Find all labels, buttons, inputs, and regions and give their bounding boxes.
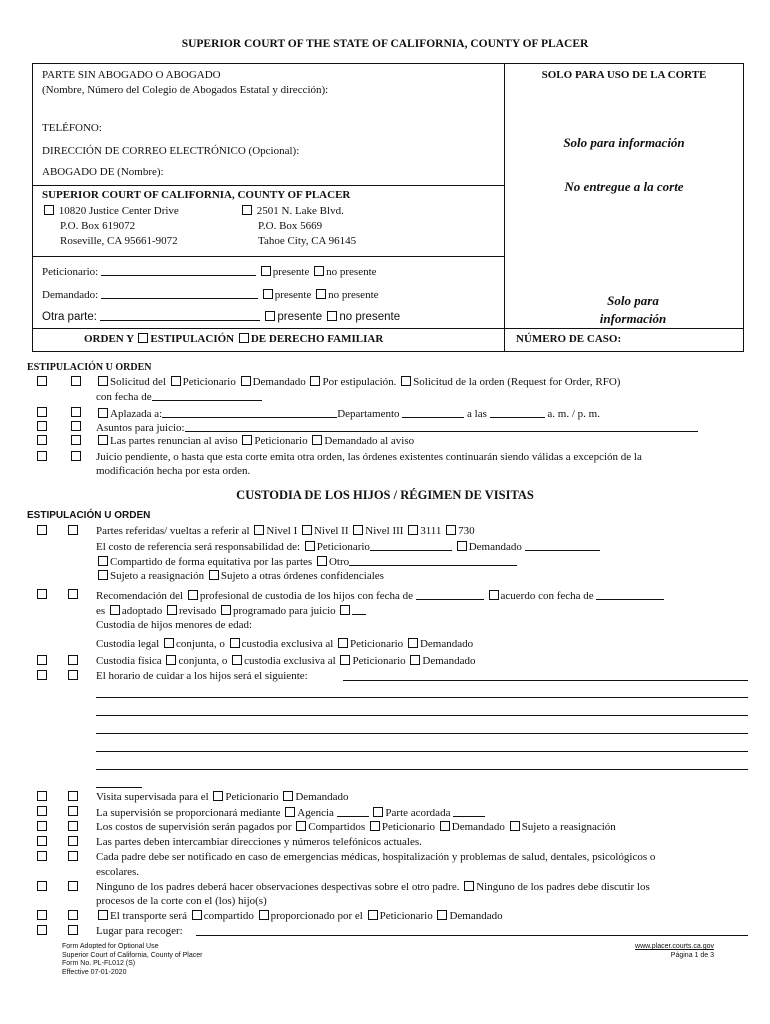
legal-respondent-checkbox[interactable] — [408, 638, 418, 648]
neither-text-3: procesos de la corte con el (los) hijo(s) — [96, 895, 267, 907]
transport-checkbox[interactable] — [98, 910, 108, 920]
dept-field[interactable] — [402, 407, 464, 418]
petitioner-not-present-checkbox[interactable] — [314, 266, 324, 276]
schedule-line-5[interactable] — [96, 769, 748, 770]
info-only-text-3: información — [599, 311, 667, 326]
page-title: SUPERIOR COURT OF THE STATE OF CALIFORNIA, COUNTY OF PLACER — [181, 38, 589, 50]
exchange-text: Las partes deben intercambiar direcciones y números telefónicos actuales. — [96, 836, 422, 848]
order-checkbox[interactable] — [68, 589, 78, 599]
schedule-line-2[interactable] — [96, 715, 748, 716]
pending-text-2: modificación hecha por esta orden. — [96, 465, 251, 477]
referral-row: Partes referidas/ vueltas a referir al Nivel I Nivel II Nivel III 3111 730 — [96, 525, 475, 537]
roseville-checkbox[interactable] — [44, 205, 54, 215]
respondent-row: Demandado: presente no presente — [42, 289, 379, 301]
stip-order-checkboxes-2 — [35, 407, 83, 419]
notify-text-2: escolares. — [96, 866, 140, 878]
waive-respondent-checkbox[interactable] — [312, 435, 322, 445]
order-checkbox[interactable] — [68, 851, 78, 861]
court-title: SUPERIOR COURT OF CALIFORNIA, COUNTY OF PLACER — [42, 189, 351, 201]
phone-label: TELÉFONO: — [42, 122, 102, 134]
confidential-checkbox[interactable] — [209, 570, 219, 580]
info-only-text: Solo para información — [563, 135, 685, 150]
custody-heading: CUSTODIA DE LOS HIJOS / RÉGIMEN DE VISITAS — [236, 488, 534, 502]
stip-checkbox[interactable] — [37, 925, 47, 935]
tahoe-checkbox[interactable] — [242, 205, 252, 215]
stip-checkbox[interactable] — [37, 376, 47, 386]
petitioner-present-checkbox[interactable] — [261, 266, 271, 276]
rfo-date-field[interactable] — [152, 390, 262, 401]
stip-order-checkboxes-14 — [35, 851, 80, 863]
order-checkbox[interactable] — [68, 910, 78, 920]
set-trial-checkbox[interactable] — [221, 605, 231, 615]
stip-order-checkboxes-11 — [35, 806, 80, 818]
pending-text: Juicio pendiente, o hasta que esta corte emita otra orden, las órdenes existentes continuarán siendo válidas a excepción de la — [96, 451, 642, 463]
adopted-row: es adoptado revisado programado para juicio — [96, 604, 366, 617]
time-field[interactable] — [490, 407, 545, 418]
other-party-name-field[interactable] — [100, 310, 260, 321]
transport-petitioner-checkbox[interactable] — [368, 910, 378, 920]
schedule-line-4[interactable] — [96, 751, 748, 752]
stip-order-checkboxes-4 — [35, 435, 83, 447]
request-checkbox[interactable] — [98, 376, 108, 386]
physical-respondent-checkbox[interactable] — [410, 655, 420, 665]
order-checkbox[interactable] — [71, 435, 81, 445]
transport-provided-checkbox[interactable] — [259, 910, 269, 920]
footer-left: Form Adopted for Optional Use Superior Court of California, County of Placer Form No. PL-FL012 (S) Effective 07-01-2020 — [62, 943, 203, 976]
pickup-field[interactable] — [196, 935, 748, 936]
level3-checkbox[interactable] — [353, 525, 363, 535]
stip-order-checkboxes-15 — [35, 881, 80, 893]
recommendation-checkbox[interactable] — [188, 590, 198, 600]
agreement-checkbox[interactable] — [489, 590, 499, 600]
shared-checkbox[interactable] — [98, 556, 108, 566]
order-checkbox[interactable] — [71, 407, 81, 417]
stip-order-checkboxes-7 — [35, 589, 80, 601]
order-checkbox[interactable] — [71, 451, 81, 461]
section-heading: ESTIPULACIÓN U ORDEN — [27, 362, 152, 373]
order-checkbox[interactable] — [68, 655, 78, 665]
do-not-file-text: No entregue a la corte — [564, 179, 684, 194]
trial-issues-field[interactable] — [185, 421, 698, 432]
attorney-for-label: ABOGADO DE (Nombre): — [42, 166, 164, 178]
stip-order-checkboxes-10 — [35, 791, 80, 803]
stip-order-checkboxes-5 — [35, 451, 83, 463]
code-3111-checkbox[interactable] — [408, 525, 418, 535]
order-checkbox[interactable] — [68, 791, 78, 801]
order-checkbox[interactable] — [68, 925, 78, 935]
request-respondent-checkbox[interactable] — [241, 376, 251, 386]
stip-checkbox[interactable] — [37, 791, 47, 801]
request-petitioner-checkbox[interactable] — [171, 376, 181, 386]
order-checkbox[interactable] — [68, 670, 78, 680]
supervised-respondent-checkbox[interactable] — [283, 791, 293, 801]
dated-row: con fecha de — [96, 390, 262, 403]
agency-field[interactable] — [337, 806, 369, 817]
agreed-party-checkbox[interactable] — [373, 807, 383, 817]
petitioner-name-field[interactable] — [101, 265, 256, 276]
agreement-date-field[interactable] — [596, 589, 664, 600]
recommendation-row: Recomendación del profesional de custodia de los hijos con fecha de acuerdo con fecha de — [96, 589, 664, 602]
costs-petitioner-checkbox[interactable] — [370, 821, 380, 831]
cost-respondent-field[interactable] — [525, 540, 600, 551]
stip-order-checkboxes-6 — [35, 525, 80, 537]
costs-respondent-checkbox[interactable] — [440, 821, 450, 831]
cost-respondent-checkbox[interactable] — [457, 541, 467, 551]
other-field[interactable] — [349, 555, 517, 566]
roseville-option[interactable]: 10820 Justice Center Drive P.O. Box 619072 Roseville, CA 95661-9072 — [42, 204, 179, 249]
order-checkbox[interactable] — [71, 376, 81, 386]
stip-checkbox[interactable] — [37, 435, 47, 445]
stip-checkbox[interactable] — [37, 655, 47, 665]
continued-row: Aplazada a: Departamento a las a. m. / p. m. — [96, 407, 600, 420]
physical-joint-checkbox[interactable] — [166, 655, 176, 665]
stip-order-checkboxes-1 — [35, 376, 83, 388]
stip-checkbox[interactable] — [37, 407, 47, 417]
cost-row: El costo de referencia será responsabilidad de: Peticionario Demandado — [96, 540, 600, 553]
supervised-petitioner-checkbox[interactable] — [213, 791, 223, 801]
legal-joint-checkbox[interactable] — [164, 638, 174, 648]
agreed-party-field[interactable] — [453, 806, 485, 817]
provided-row: La supervisión se proporcionará mediante Agencia Parte acordada — [96, 806, 485, 819]
recommendation-date-field[interactable] — [416, 589, 484, 600]
stip-order-checkboxes-17 — [35, 925, 80, 937]
stip-checkbox[interactable] — [37, 821, 47, 831]
case-number-label: NÚMERO DE CASO: — [516, 333, 622, 345]
schedule-line-3[interactable] — [96, 733, 748, 734]
no-discuss-checkbox[interactable] — [464, 881, 474, 891]
info-only-text-2: Solo para — [607, 293, 659, 308]
party-sublabel: (Nombre, Número del Colegio de Abogados Estatal y dirección): — [42, 84, 329, 96]
waive-row: Las partes renuncian al aviso Peticionario Demandado al aviso — [96, 435, 414, 447]
cost-petitioner-field[interactable] — [370, 540, 452, 551]
transport-row: El transporte será compartido proporcionado por el Peticionario Demandado — [96, 910, 503, 922]
stip-checkbox[interactable] — [37, 670, 47, 680]
order-checkbox[interactable] — [68, 836, 78, 846]
minors-label: Custodia de hijos menores de edad: — [96, 619, 253, 631]
stip-order-checkboxes-13 — [35, 836, 80, 848]
neither-row: Ninguno de los padres deberá hacer observaciones despectivas sobre el otro padre. Ninguno de los padres debe discutir los — [96, 881, 650, 893]
schedule-line-0[interactable] — [343, 680, 748, 681]
cost-petitioner-checkbox[interactable] — [305, 541, 315, 551]
agency-checkbox[interactable] — [285, 807, 295, 817]
stip-checkbox[interactable] — [37, 451, 47, 461]
stip-checkbox[interactable] — [37, 421, 47, 431]
respondent-not-present-checkbox[interactable] — [316, 289, 326, 299]
stip-order-checkboxes-16 — [35, 910, 80, 922]
continued-checkbox[interactable] — [98, 408, 108, 418]
order-checkbox[interactable] — [68, 525, 78, 535]
realloc-row: Sujeto a reasignación Sujeto a otras órdenes confidenciales — [96, 570, 384, 582]
family-law-caption-checkbox[interactable] — [239, 333, 249, 343]
stip-order-checkboxes-12 — [35, 821, 80, 833]
custody-subheading: ESTIPULACIÓN U ORDEN — [27, 510, 151, 521]
physical-custody-row: Custodia física conjunta, o custodia exclusiva al Peticionario Demandado — [96, 655, 476, 667]
shared-row: Compartido de forma equitativa por las partes Otro — [96, 555, 517, 568]
other-party-row: Otra parte: presente no presente — [42, 311, 401, 323]
transport-respondent-checkbox[interactable] — [437, 910, 447, 920]
costs-shared-checkbox[interactable] — [296, 821, 306, 831]
stip-checkbox[interactable] — [37, 806, 47, 816]
trial-row: Asuntos para juicio: — [96, 421, 698, 434]
costs-realloc-checkbox[interactable] — [510, 821, 520, 831]
waive-notice-checkbox[interactable] — [98, 435, 108, 445]
physical-sole-checkbox[interactable] — [232, 655, 242, 665]
revised-checkbox[interactable] — [167, 605, 177, 615]
stip-checkbox[interactable] — [37, 589, 47, 599]
page-number: Página 1 de 3 — [670, 951, 714, 959]
stip-order-checkboxes-8 — [35, 655, 80, 667]
transport-shared-checkbox[interactable] — [192, 910, 202, 920]
stip-order-checkboxes-3 — [35, 421, 83, 433]
stip-checkbox[interactable] — [37, 836, 47, 846]
stip-checkbox[interactable] — [37, 851, 47, 861]
petitioner-row: Peticionario: presente no presente — [42, 266, 377, 278]
pickup-row: Lugar para recoger: — [96, 925, 183, 937]
caption-title: ORDEN Y ESTIPULACIÓN DE DERECHO FAMILIAR — [84, 333, 384, 345]
schedule-line-1[interactable] — [96, 697, 748, 698]
other-checkbox[interactable] — [317, 556, 327, 566]
stip-checkbox[interactable] — [37, 910, 47, 920]
level2-checkbox[interactable] — [302, 525, 312, 535]
by-stipulation-checkbox[interactable] — [310, 376, 320, 386]
realloc-checkbox[interactable] — [98, 570, 108, 580]
other-not-present-checkbox[interactable] — [327, 311, 337, 321]
email-label: DIRECCIÓN DE CORREO ELECTRÓNICO (Opcional): — [42, 145, 300, 157]
stip-order-checkboxes-9 — [35, 670, 80, 682]
physical-petitioner-checkbox[interactable] — [340, 655, 350, 665]
order-checkbox[interactable] — [68, 821, 78, 831]
order-checkbox[interactable] — [68, 881, 78, 891]
waive-petitioner-checkbox[interactable] — [242, 435, 252, 445]
other-present-checkbox[interactable] — [265, 311, 275, 321]
code-730-checkbox[interactable] — [446, 525, 456, 535]
schedule-row: El horario de cuidar a los hijos será el siguiente: — [96, 670, 308, 682]
stip-checkbox[interactable] — [37, 881, 47, 891]
respondent-name-field[interactable] — [101, 288, 258, 299]
footer-right — [580, 943, 714, 960]
tahoe-option[interactable]: 2501 N. Lake Blvd. P.O. Box 5669 Tahoe City, CA 96145 — [240, 204, 356, 249]
continued-date-field[interactable] — [162, 407, 337, 418]
court-use-title: SOLO PARA USO DE LA CORTE — [541, 69, 707, 81]
order-checkbox[interactable] — [68, 806, 78, 816]
party-label: PARTE SIN ABOGADO O ABOGADO — [42, 69, 221, 81]
court-website-link[interactable]: www.placer.courts.ca.gov — [635, 943, 714, 950]
stipulation-caption-checkbox[interactable] — [138, 333, 148, 343]
order-checkbox[interactable] — [71, 421, 81, 431]
level1-checkbox[interactable] — [254, 525, 264, 535]
notify-text: Cada padre debe ser notificado en caso de emergencias médicas, hospitalización y problemas de salud, dentales, psicológicos o — [96, 851, 656, 863]
costs-row: Los costos de supervisión serán pagados por Compartidos Peticionario Demandado Sujeto a reasignación — [96, 821, 616, 833]
trial-extra-checkbox[interactable] — [340, 605, 350, 615]
trial-extra-field[interactable] — [352, 604, 366, 615]
respondent-present-checkbox[interactable] — [263, 289, 273, 299]
legal-petitioner-checkbox[interactable] — [338, 638, 348, 648]
stip-checkbox[interactable] — [37, 525, 47, 535]
request-row: Solicitud del Peticionario Demandado Por estipulación. Solicitud de la orden (Request for Order, RFO) — [96, 376, 620, 388]
legal-custody-row: Custodia legal conjunta, o custodia exclusiva al Peticionario Demandado — [96, 638, 474, 650]
legal-sole-checkbox[interactable] — [230, 638, 240, 648]
supervised-row: Visita supervisada para el Peticionario Demandado — [96, 791, 349, 803]
schedule-line-6[interactable] — [96, 787, 142, 788]
adopted-checkbox[interactable] — [110, 605, 120, 615]
rfo-checkbox[interactable] — [401, 376, 411, 386]
